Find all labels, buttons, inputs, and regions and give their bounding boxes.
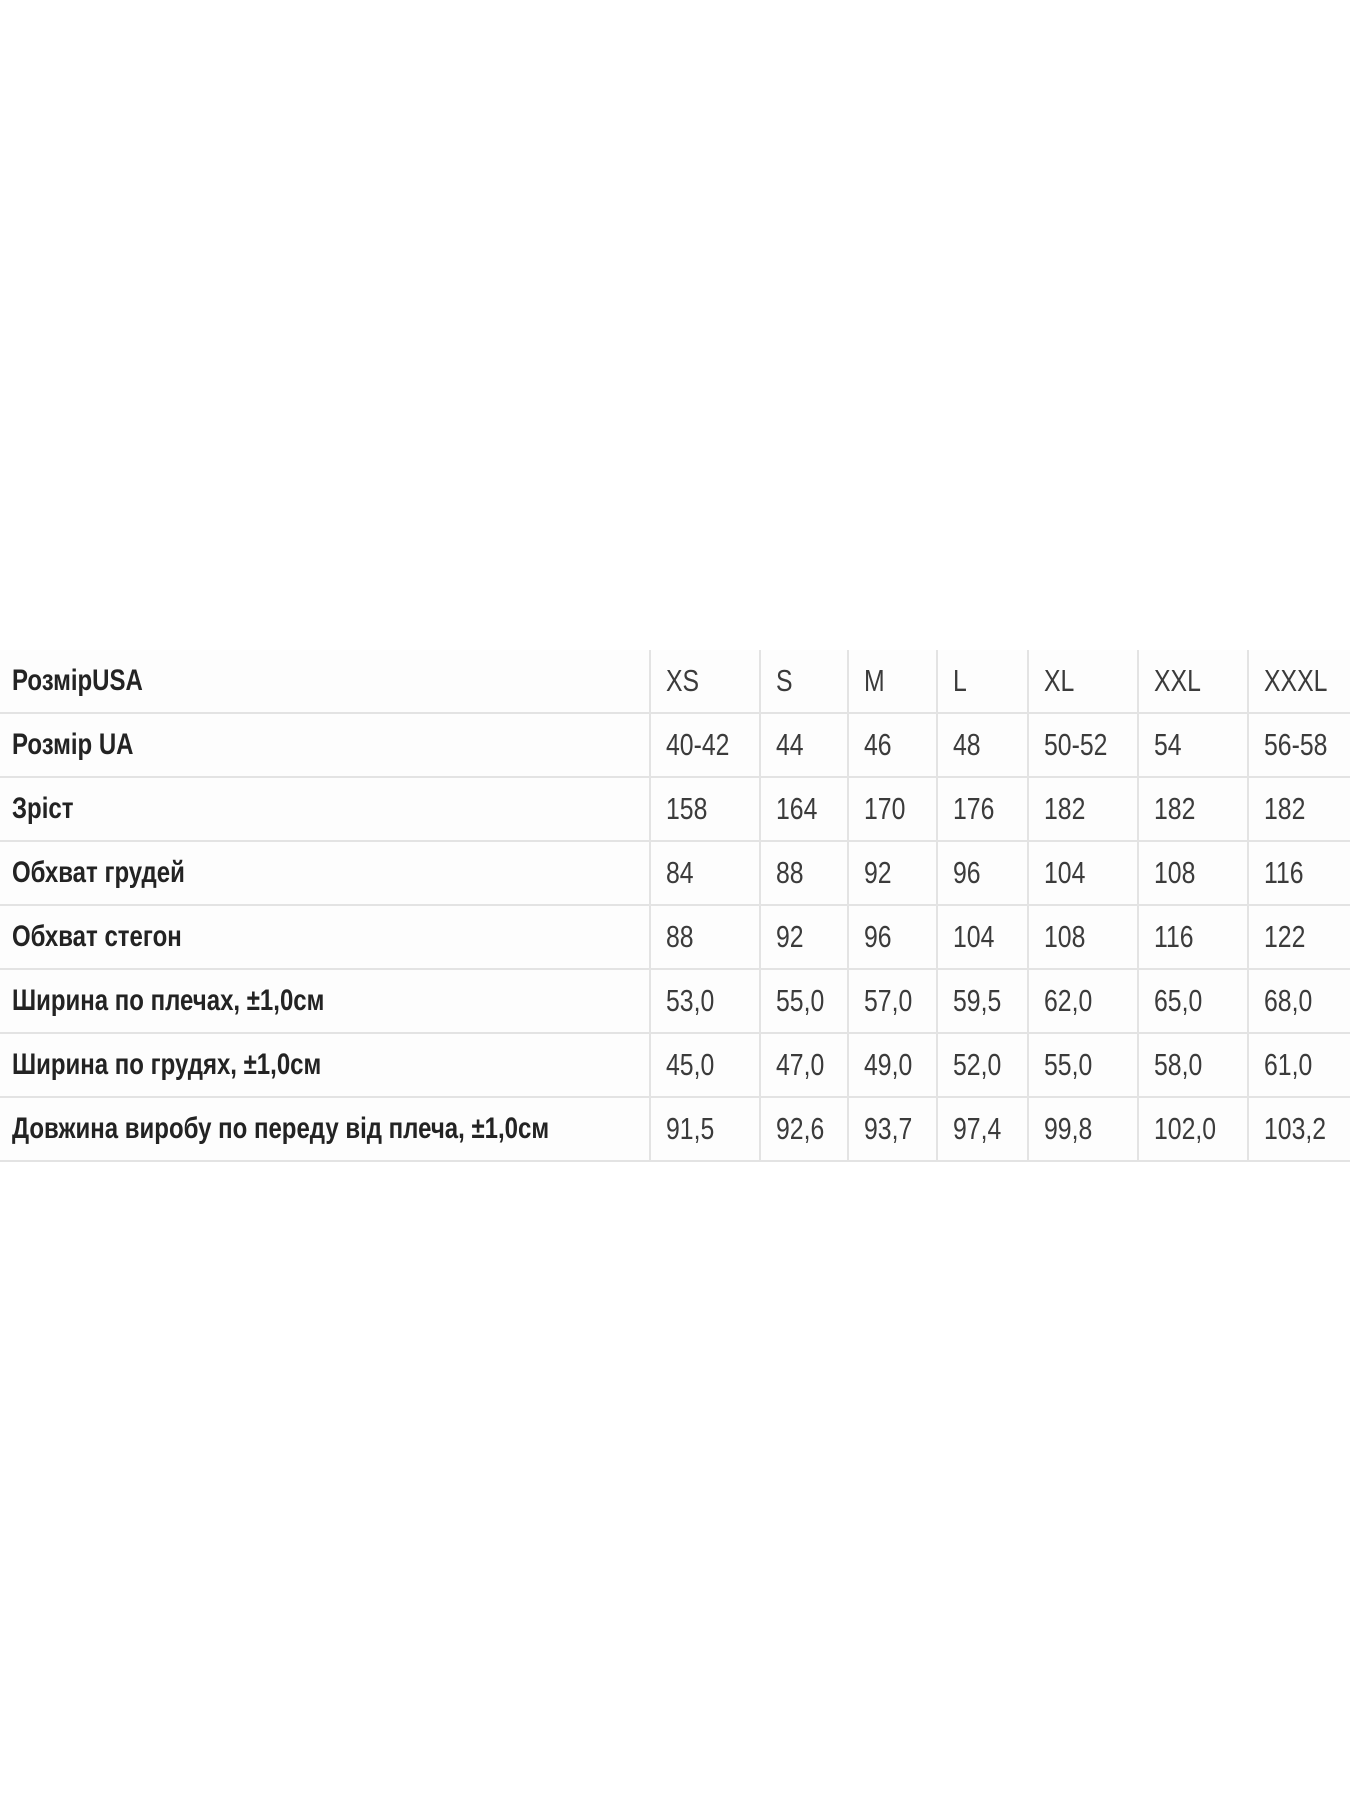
table-row [0,905,1350,969]
cell-value: 48 [953,727,981,762]
cell-value: 59,5 [953,983,1002,1018]
value-cell [650,969,760,1033]
cell-value: 182 [1044,791,1086,826]
cell-value: 84 [666,855,694,890]
table-row [0,1097,1350,1161]
row-label: Обхват стегон [12,920,182,953]
row-label-cell [0,1097,650,1161]
cell-value: 88 [776,855,804,890]
value-cell [937,713,1028,777]
value-cell [1248,777,1350,841]
row-label: Ширина по грудях, ±1,0см [12,1048,322,1081]
value-cell [1248,1033,1350,1097]
value-cell [760,650,848,713]
cell-value: 96 [864,919,892,954]
cell-value: 88 [666,919,694,954]
cell-value: 53,0 [666,983,715,1018]
cell-value: 47,0 [776,1047,825,1082]
value-cell [1138,905,1248,969]
cell-value: 97,4 [953,1111,1002,1146]
row-label-cell [0,713,650,777]
value-cell [650,777,760,841]
cell-value: 62,0 [1044,983,1093,1018]
cell-value: 50-52 [1044,727,1108,762]
value-cell [650,1097,760,1161]
value-cell [848,905,937,969]
row-label-cell [0,1033,650,1097]
value-cell [1028,969,1138,1033]
row-label-cell [0,777,650,841]
row-label: Обхват грудей [12,856,185,889]
value-cell [848,650,937,713]
value-cell [1138,841,1248,905]
cell-value: 40-42 [666,727,730,762]
cell-value: 92 [776,919,804,954]
cell-value: 116 [1264,855,1304,890]
value-cell [848,969,937,1033]
cell-value: 176 [953,791,995,826]
value-cell [1028,650,1138,713]
value-cell [937,1033,1028,1097]
row-label: Розмір UA [12,728,134,761]
value-cell [1138,713,1248,777]
cell-value: 44 [776,727,804,762]
table-header-row [0,650,1350,713]
cell-value: 58,0 [1154,1047,1203,1082]
value-cell [1028,777,1138,841]
value-cell [650,713,760,777]
table-row [0,969,1350,1033]
header-row-label: РозмірUSA [12,664,143,697]
value-cell [1028,905,1138,969]
cell-value: 46 [864,727,892,762]
cell-value: 170 [864,791,906,826]
column-header: M [864,663,885,698]
value-cell [760,1033,848,1097]
value-cell [1138,969,1248,1033]
cell-value: 92,6 [776,1111,825,1146]
value-cell [1248,841,1350,905]
value-cell [760,969,848,1033]
value-cell [848,1033,937,1097]
value-cell [1248,969,1350,1033]
value-cell [760,841,848,905]
value-cell [937,1097,1028,1161]
table-row [0,1033,1350,1097]
value-cell [1028,713,1138,777]
value-cell [760,1097,848,1161]
cell-value: 49,0 [864,1047,913,1082]
cell-value: 122 [1264,919,1306,954]
table-row [0,713,1350,777]
cell-value: 92 [864,855,892,890]
cell-value: 158 [666,791,708,826]
value-cell [1138,650,1248,713]
cell-value: 56-58 [1264,727,1328,762]
value-cell [1138,1033,1248,1097]
cell-value: 45,0 [666,1047,715,1082]
cell-value: 108 [1044,919,1086,954]
value-cell [937,650,1028,713]
row-label: Ширина по плечах, ±1,0см [12,984,325,1017]
cell-value: 93,7 [864,1111,913,1146]
row-label-cell [0,969,650,1033]
column-header: XXL [1154,663,1201,698]
cell-value: 103,2 [1264,1111,1327,1146]
value-cell [650,650,760,713]
value-cell [937,969,1028,1033]
value-cell [1028,841,1138,905]
value-cell [848,777,937,841]
value-cell [1028,1097,1138,1161]
cell-value: 52,0 [953,1047,1002,1082]
cell-value: 61,0 [1264,1047,1313,1082]
table-row [0,841,1350,905]
value-cell [1248,650,1350,713]
cell-value: 104 [953,919,995,954]
size-chart-table [0,650,1350,1162]
table-row [0,777,1350,841]
value-cell [937,777,1028,841]
value-cell [848,713,937,777]
value-cell [1138,1097,1248,1161]
row-label: Зріст [12,792,74,825]
value-cell [1248,713,1350,777]
cell-value: 108 [1154,855,1196,890]
value-cell [650,1033,760,1097]
column-header: XL [1044,663,1075,698]
value-cell [1248,905,1350,969]
value-cell [1138,777,1248,841]
column-header: XXXL [1264,663,1328,698]
cell-value: 54 [1154,727,1182,762]
value-cell [650,905,760,969]
value-cell [937,905,1028,969]
cell-value: 55,0 [1044,1047,1093,1082]
value-cell [650,841,760,905]
cell-value: 102,0 [1154,1111,1217,1146]
cell-value: 57,0 [864,983,913,1018]
value-cell [760,713,848,777]
cell-value: 99,8 [1044,1111,1093,1146]
value-cell [848,1097,937,1161]
value-cell [760,777,848,841]
value-cell [937,841,1028,905]
cell-value: 164 [776,791,818,826]
value-cell [1248,1097,1350,1161]
cell-value: 96 [953,855,981,890]
value-cell [1028,1033,1138,1097]
cell-value: 182 [1154,791,1196,826]
row-label-cell [0,905,650,969]
row-label-cell [0,841,650,905]
cell-value: 116 [1154,919,1194,954]
cell-value: 104 [1044,855,1086,890]
cell-value: 65,0 [1154,983,1203,1018]
cell-value: 91,5 [666,1111,715,1146]
row-label: Довжина виробу по переду від плеча, ±1,0см [12,1112,550,1145]
column-header: L [953,663,967,698]
cell-value: 182 [1264,791,1306,826]
value-cell [848,841,937,905]
cell-value: 68,0 [1264,983,1313,1018]
column-header: XS [666,663,700,698]
row-label-cell [0,650,650,713]
column-header: S [776,663,793,698]
cell-value: 55,0 [776,983,825,1018]
value-cell [760,905,848,969]
